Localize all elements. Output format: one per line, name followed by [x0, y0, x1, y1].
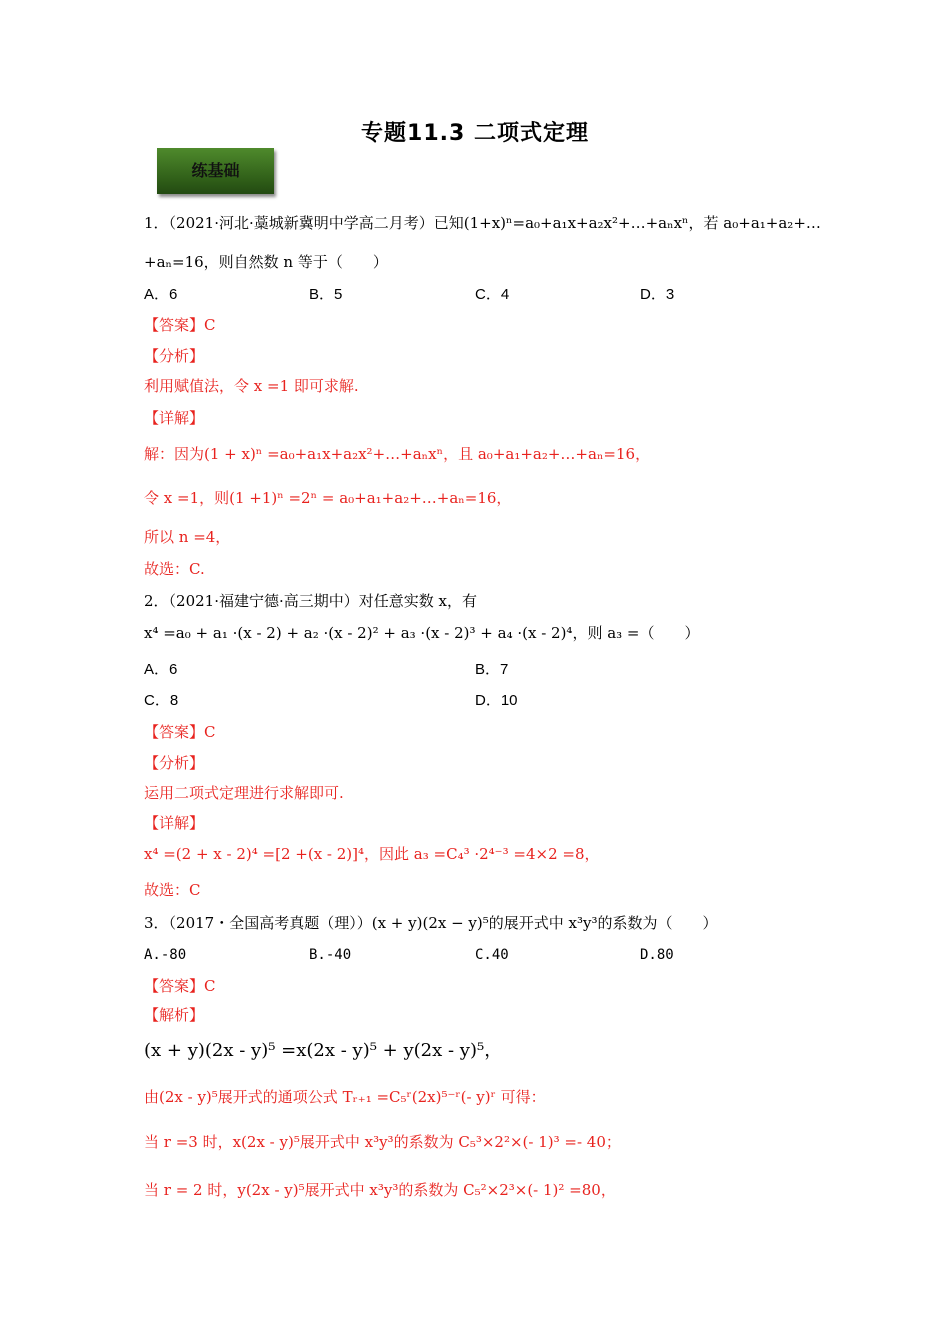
page-title: 专题11.3 二项式定理 — [361, 121, 589, 146]
q2-option-c: C．8 — [144, 692, 179, 709]
q1-stem-line1: 1．（2021·河北·藁城新冀明中学高二月考）已知(1+x)ⁿ=a₀+a₁x+a₂x²+…+aₙxⁿ，若 a₀+a₁+a₂+… — [144, 214, 821, 232]
q1-detail-label: 【详解】 — [144, 409, 205, 427]
q1-analysis-label: 【分析】 — [144, 347, 205, 365]
q1-detail-line1: 解：因为(1 + x)ⁿ =a₀+a₁x+a₂x²+…+aₙxⁿ，且 a₀+a₁+a₂+…+aₙ=16， — [144, 445, 651, 463]
q1-option-a: A．6 — [144, 286, 178, 303]
q3-option-d: D.80 — [640, 947, 674, 963]
q2-option-b: B．7 — [475, 661, 509, 678]
q1-analysis: 利用赋值法，令 x =1 即可求解. — [144, 377, 359, 395]
q2-stem-line2: x⁴ =a₀ + a₁ ·(x - 2) + a₂ ·(x - 2)² + a₃ ·(x - 2)³ + a₄ ·(x - 2)⁴，则 a₃ =（ ） — [144, 624, 700, 642]
q3-option-a: A.-80 — [144, 947, 187, 963]
q2-analysis: 运用二项式定理进行求解即可. — [144, 784, 344, 802]
q3-option-c: C.40 — [475, 947, 509, 963]
q1-option-d: D．3 — [640, 286, 675, 303]
section-badge: 练基础 — [157, 148, 274, 194]
q1-stem-line2: +aₙ=16，则自然数 n 等于（ ） — [144, 253, 388, 271]
q1-option-b: B．5 — [309, 286, 343, 303]
q1-detail-line2: 令 x =1，则(1 +1)ⁿ =2ⁿ = a₀+a₁+a₂+…+aₙ=16， — [144, 489, 512, 507]
q3-line3: 当 r =3 时，x(2x - y)⁵展开式中 x³y³的系数为 C₅³×2²×(- 1)³ =- 40； — [144, 1133, 621, 1151]
q2-option-d: D．10 — [475, 692, 518, 709]
q2-detail-label: 【详解】 — [144, 814, 205, 832]
q2-detail-line2: 故选：C — [144, 881, 201, 899]
q3-line4: 当 r = 2 时，y(2x - y)⁵展开式中 x³y³的系数为 C₅²×2³×(- 1)² =80， — [144, 1181, 616, 1199]
q2-stem-line1: 2．（2021·福建宁德·高三期中）对任意实数 x，有 — [144, 592, 477, 610]
q3-line2: 由(2x - y)⁵展开式的通项公式 Tᵣ₊₁ =C₅ʳ(2x)⁵⁻ʳ(- y)ʳ 可得： — [144, 1088, 546, 1106]
q2-analysis-label: 【分析】 — [144, 754, 205, 772]
q1-option-c: C．4 — [475, 286, 510, 303]
q3-answer: 【答案】C — [144, 977, 216, 995]
q1-detail-line3: 所以 n =4， — [144, 528, 231, 546]
q2-detail-line1: x⁴ =(2 + x - 2)⁴ =[2 +(x - 2)]⁴，因此 a₃ =C₄³ ·2⁴⁻³ =4×2 =8， — [144, 845, 600, 863]
q3-analysis-label: 【解析】 — [144, 1006, 205, 1024]
q2-answer: 【答案】C — [144, 723, 216, 741]
q2-option-a: A．6 — [144, 661, 178, 678]
q3-stem: 3．（2017・全国高考真题（理））(x + y)(2x − y)⁵的展开式中 x³y³的系数为（ ） — [144, 914, 718, 932]
q3-line1: (x + y)(2x - y)⁵ =x(2x - y)⁵ + y(2x - y)⁵， — [144, 1040, 503, 1061]
q1-answer: 【答案】C — [144, 316, 216, 334]
q1-detail-line4: 故选：C. — [144, 560, 205, 578]
q3-option-b: B.-40 — [309, 947, 352, 963]
